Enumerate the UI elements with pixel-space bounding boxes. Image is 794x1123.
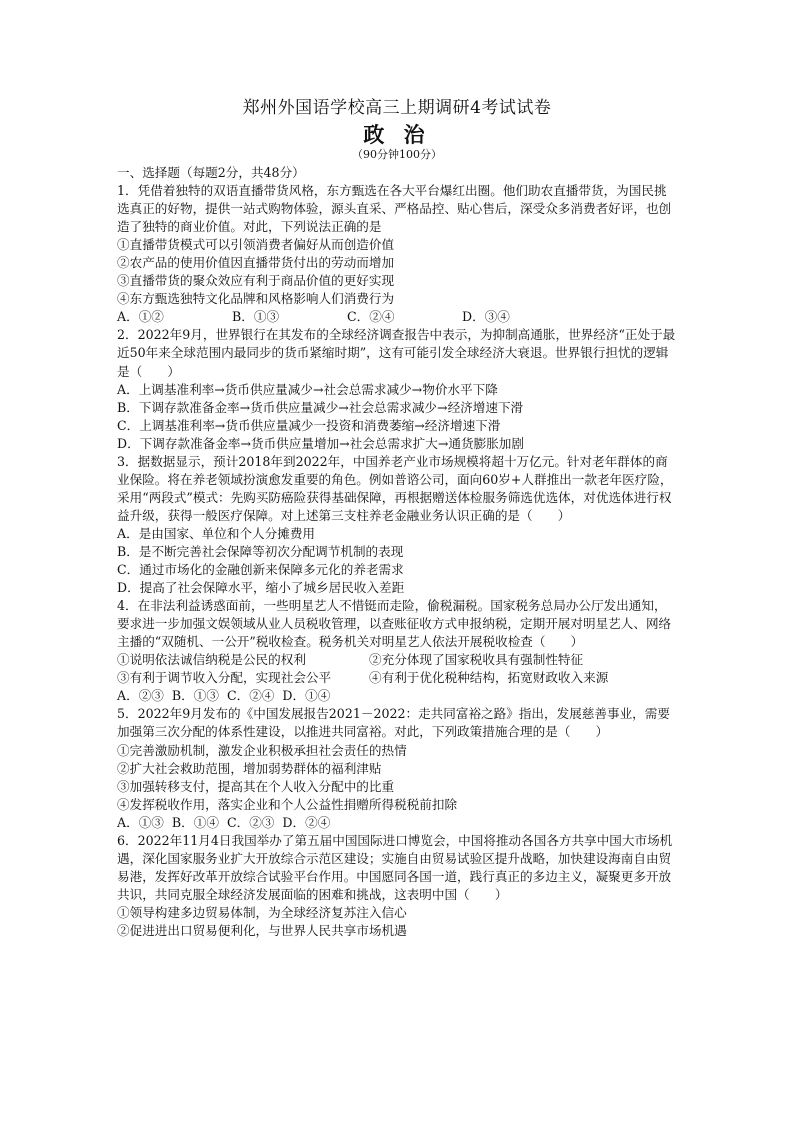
question-1-stem: 1．凭借着独特的双语直播带货风格，东方甄选在各大平台爆红出圈。他们助农直播带货，为国民挑选真正的好物，提供一站式购物体验，源头直采、严格品控、贴心售后，深受众多消费者好评，也创造了独特的商业价值。对此，下列说法正确的是 xyxy=(117,183,672,235)
q1-option-d: D．③④ xyxy=(462,309,510,325)
q5-item-1: ①完善激励机制，激发企业积极承担社会责任的热情 xyxy=(117,742,407,758)
exam-title: 郑州外国语学校高三上期调研4考试试卷 xyxy=(242,98,552,118)
q2-option-b: B．下调存款准备金率→货币供应量减少→社会总需求减少→经济增速下滑 xyxy=(117,399,524,415)
q1-options xyxy=(117,308,677,326)
q4-option-b: B．①③ xyxy=(171,688,219,704)
q3-option-b: B．是不断完善社会保障等初次分配调节机制的表现 xyxy=(117,543,404,559)
q2-option-a: A．上调基准利率→货币供应量减少→社会总需求减少→物价水平下降 xyxy=(117,381,498,397)
q5-option-c: C．②③ xyxy=(226,814,275,830)
q4-item-3: ③有利于调节收入分配，实现社会公平 xyxy=(117,670,332,686)
q4-option-c: C．②④ xyxy=(226,688,275,704)
q4-option-d: D．①④ xyxy=(282,688,331,704)
exam-time: （90分钟100分） xyxy=(352,148,442,161)
q3-option-a: A．是由国家、单位和个人分摊费用 xyxy=(117,525,316,541)
q4-item-2: ②充分体现了国家税收具有强制性特征 xyxy=(369,652,584,668)
q4-items-row-1 xyxy=(117,651,677,669)
q5-item-4: ④发挥税收作用，落实企业和个人公益性捐赠所得税税前扣除 xyxy=(117,796,458,812)
q5-item-2: ②扩大社会救助范围，增加弱势群体的福利津贴 xyxy=(117,760,382,776)
q2-option-c: C．上调基准利率→货币供应量减少一投资和消费萎缩→经济增速下滑 xyxy=(117,417,501,433)
q1-option-c: C．②④ xyxy=(347,309,395,325)
q2-option-d: D．下调存款准备金率→货币供应量增加→社会总需求扩大→通货膨胀加剧 xyxy=(117,435,524,451)
question-3-stem: 3．据数据显示，预计2018年到2022年，中国养老产业市场规模将超十万亿元。针对老年群体的商业保险。将在养老领域扮演愈发重要的角色。例如普谘公司，面向60岁+人群推出一款老年医疗险，采用“两段式”模式：先购买防癌险获得基础保障，再根据赠送体检服务筛选优选体，对优选体进行权益升级，获得一般医疗保障。对上述第三支柱养老金融业务认识正确的是（ ） xyxy=(117,453,673,523)
q1-item-2: ②农产品的使用价值因直播带货付出的劳动而增加 xyxy=(117,255,395,271)
q6-item-1: ①领导构建多边贸易体制，为全球经济复苏注入信心 xyxy=(117,904,407,920)
subject-title: 政 治 xyxy=(363,122,431,147)
question-6-stem: 6．2022年11月4日我国举办了第五届中国国际进口博览会，中国将推动各国各方共享中国大市场机遇，深化国家服务业扩大开放综合示范区建设；实施自由贸易试验区提升战略，加快建设海南自由贸易港，发挥好改革开放综合试验平台作用。中国愿同各国一道，践行真正的多边主义，凝聚更多开放共识，共同克服全球经济发展面临的困难和挑战，这表明中国（ ） xyxy=(117,832,673,902)
q1-option-b: B．①③ xyxy=(232,309,280,325)
q4-option-a: A．②③ xyxy=(117,688,164,704)
q1-option-a: A．①② xyxy=(117,309,164,325)
q1-item-1: ①直播带货模式可以引领消费者偏好从而创造价值 xyxy=(117,237,395,253)
q4-options xyxy=(117,687,677,705)
q4-item-4: ④有利于优化税种结构，拓宽财政收入来源 xyxy=(369,670,609,686)
question-5-stem: 5．2022年9月发布的《中国发展报告2021－2022：走共同富裕之路》指出，发展慈善事业，需要加强第三次分配的体系性建设，以推进共同富裕。对此，下列政策措施合理的是（ ） xyxy=(117,706,670,740)
q4-items-row-2 xyxy=(117,669,677,687)
q5-option-b: B．①④ xyxy=(171,814,219,830)
q3-option-d: D．提高了社会保障水平，缩小了城乡居民收入差距 xyxy=(117,580,405,596)
q5-item-3: ③加强转移支付，提高其在个人收入分配中的比重 xyxy=(117,778,395,794)
section-heading: 一、选择题（每题2分，共48分） xyxy=(117,165,305,180)
q5-options xyxy=(117,814,677,832)
q5-option-a: A．①③ xyxy=(117,814,164,830)
q6-item-2: ②促进进出口贸易便利化，与世界人民共享市场机遇 xyxy=(117,922,407,938)
q5-option-d: D．②④ xyxy=(282,814,331,830)
question-4-stem: 4．在非法利益诱惑面前，一些明星艺人不惜铤而走险，偷税漏税。国家税务总局办公厅发出通知，要求进一步加强文娱领域从业人员税收管理，以查账征收方式申报纳税，定期开展对明星艺人、网络主播的“双随机、一公开”税收检查。税务机关对明星艺人依法开展税收检查（ ） xyxy=(117,598,672,650)
q1-item-3: ③直播带货的聚众效应有利于商品价值的更好实现 xyxy=(117,273,395,289)
question-2-stem: 2．2022年9月，世界银行在其发布的全球经济调查报告中表示，为抑制高通胀，世界经济“正处于最近50年来全球范围内最同步的货币紧缩时期”，这有可能引发全球经济大衰退。世界银行担忧的逻辑是（ ） xyxy=(117,327,676,379)
q1-item-4: ④东方甄选独特文化品牌和风格影响人们消费行为 xyxy=(117,291,395,307)
exam-page xyxy=(117,96,677,940)
q3-option-c: C．通过市场化的金融创新来保障多元化的养老需求 xyxy=(117,562,404,578)
q4-item-1: ①说明依法诚信纳税是公民的权利 xyxy=(117,652,306,668)
